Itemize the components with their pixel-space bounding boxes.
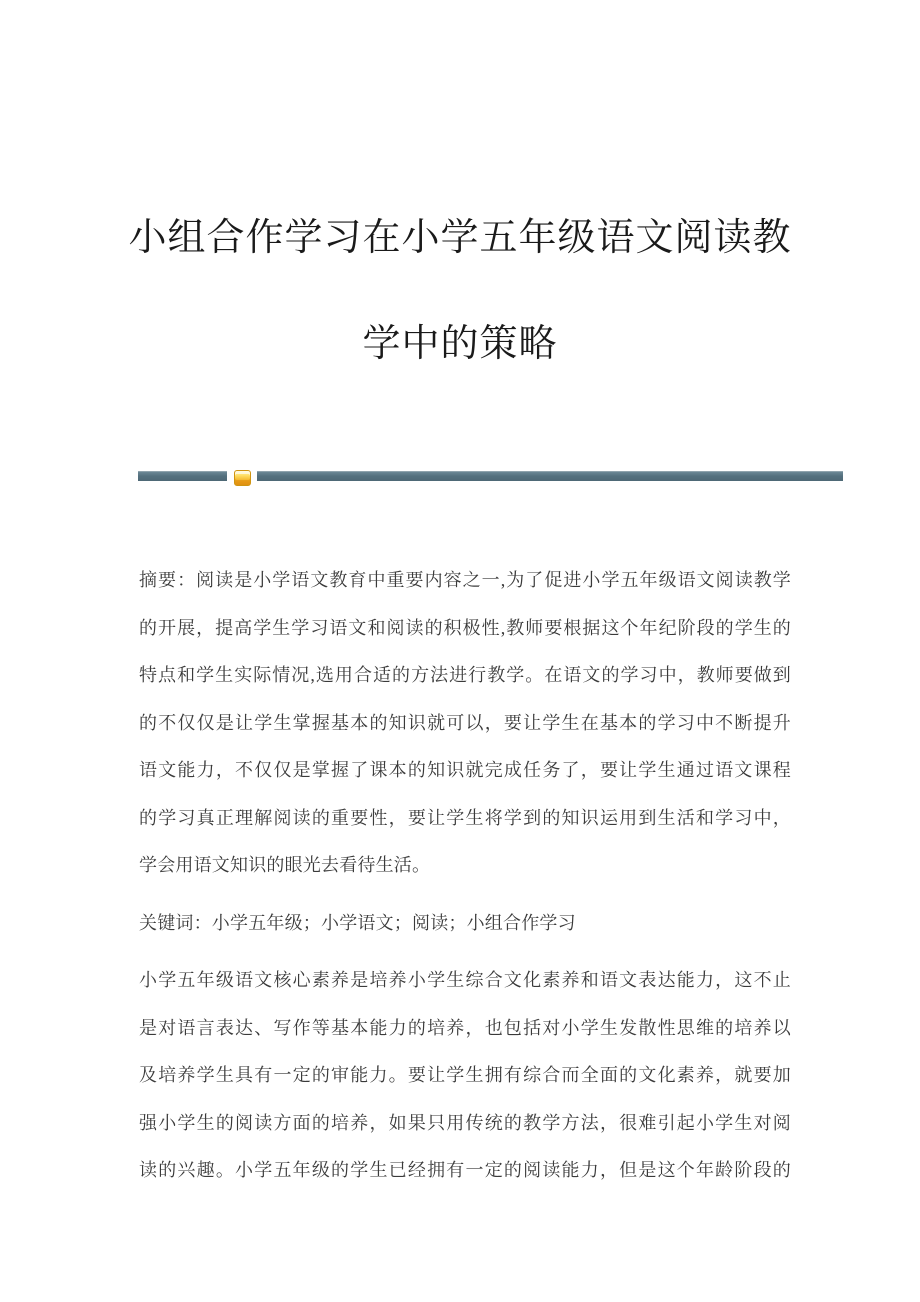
text-line: 学会用语文知识的眼光去看待生活。 — [139, 855, 431, 875]
text-line: 的不仅仅是让学生掌握基本的知识就可以，要让学生在基本的学习中不断提升 — [139, 712, 791, 733]
text-line: 特点和学生实际情况,选用合适的方法进行教学。在语文的学习中，教师要做到 — [139, 665, 791, 685]
text-line: 关键词：小学五年级；小学语文；阅读；小组合作学习 — [139, 912, 576, 933]
text-line: 是对语言表达、写作等基本能力的培养，也包括对小学生发散性思维的培养以 — [139, 1017, 791, 1038]
abstract-paragraph — [139, 557, 791, 890]
text-line: 小学五年级语文核心素养是培养小学生综合文化素养和语文表达能力，这不止 — [139, 970, 791, 990]
page-title — [0, 185, 920, 397]
text-line: 的学习真正理解阅读的重要性，要让学生将学到的知识运用到生活和学习中， — [139, 807, 791, 828]
text-line: 的开展，提高学生学习语文和阅读的积极性,教师要根据这个年纪阶段的学生的 — [139, 617, 791, 638]
text-line: 语文能力，不仅仅是掌握了课本的知识就完成任务了，要让学生通过语文课程 — [139, 760, 791, 780]
divider-icon-slot — [227, 467, 257, 488]
document-body — [139, 557, 791, 1195]
keywords-paragraph — [139, 900, 791, 948]
text-line: 强小学生的阅读方面的培养，如果只用传统的教学方法，很难引起小学生对阅 — [139, 1112, 791, 1133]
text-line: 及培养学生具有一定的审能力。要让学生拥有综合而全面的文化素养，就要加 — [139, 1065, 791, 1085]
page-title-line-2: 学中的策略 — [362, 323, 558, 365]
text-line: 读的兴趣。小学五年级的学生已经拥有一定的阅读能力，但是这个年龄阶段的 — [139, 1160, 791, 1180]
section-divider — [138, 471, 843, 481]
page-title-line-1: 小组合作学习在小学五年级语文阅读教 — [128, 217, 792, 259]
intro-paragraph — [139, 957, 791, 1195]
text-line: 摘要：阅读是小学语文教育中重要内容之一,为了促进小学五年级语文阅读教学 — [139, 570, 791, 590]
book-icon — [234, 470, 251, 486]
